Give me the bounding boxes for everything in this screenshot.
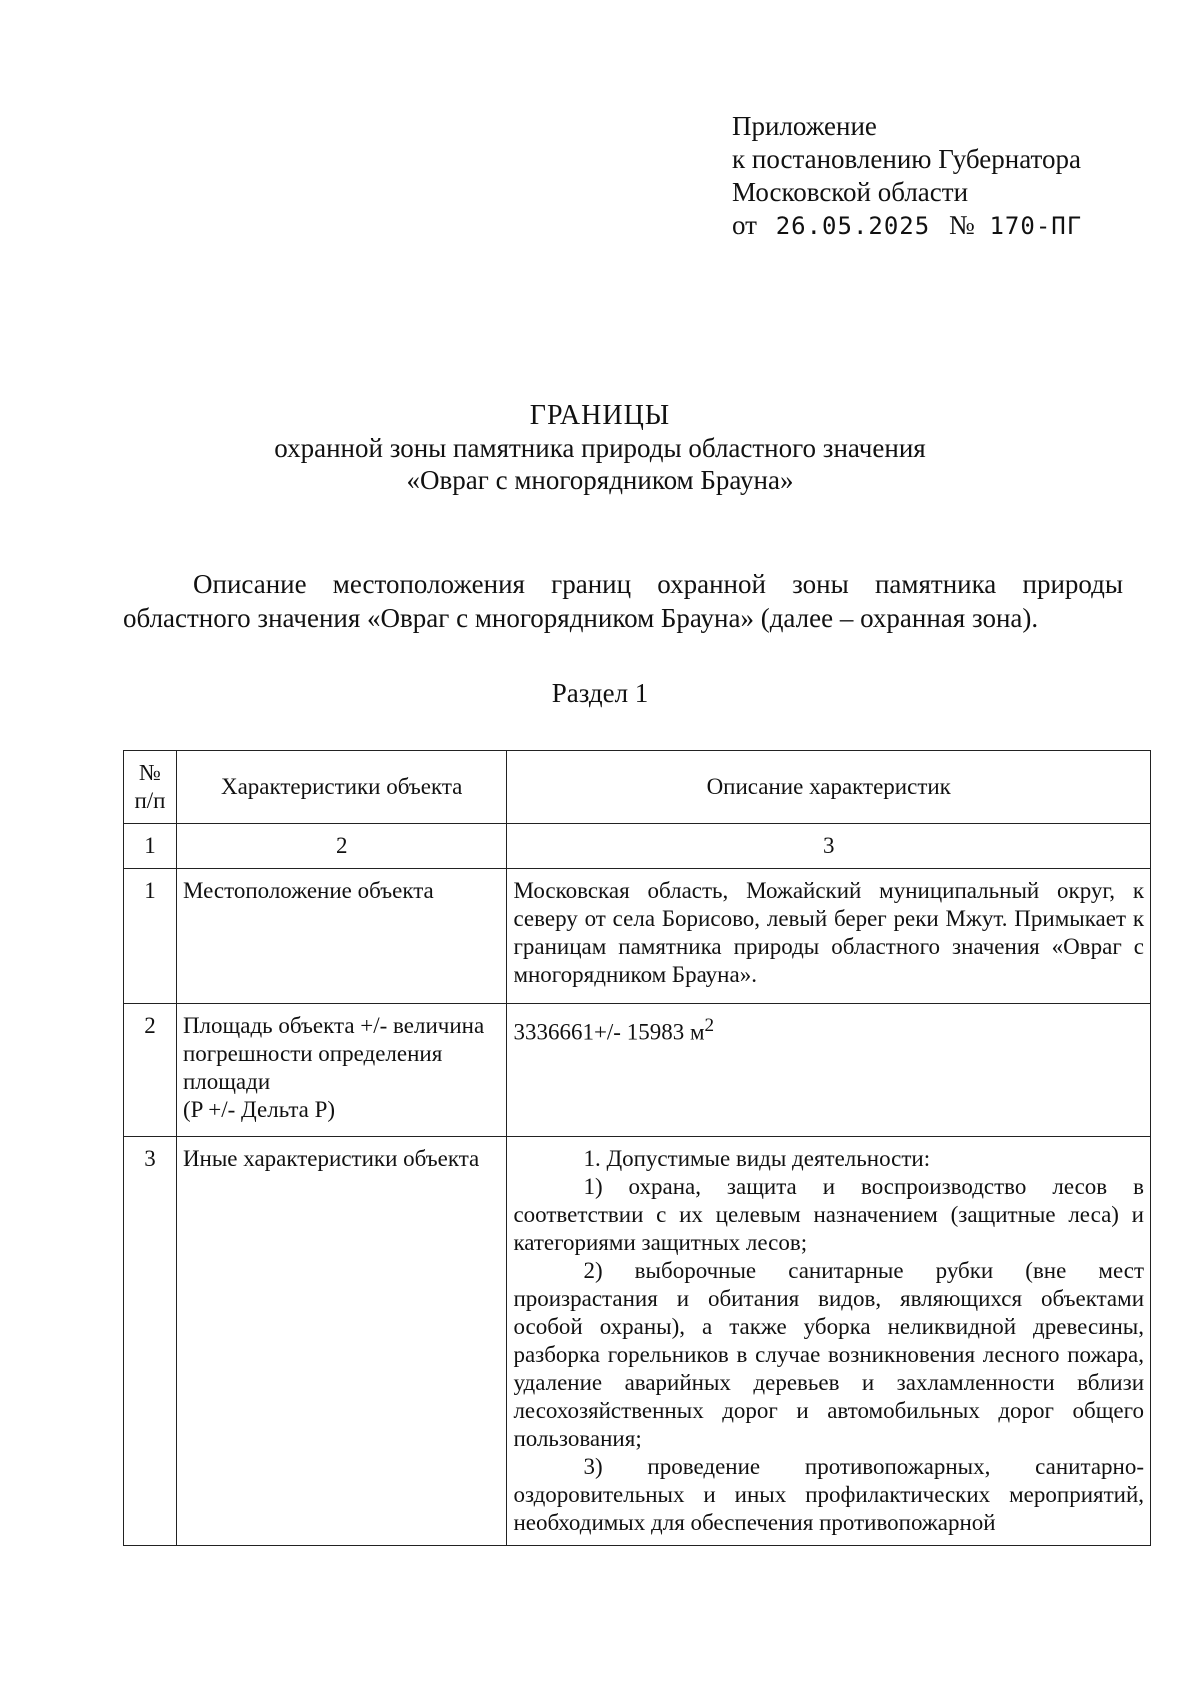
table-row	[124, 1137, 1151, 1546]
document-date: 26.05.2025	[775, 212, 931, 240]
appendix-block	[732, 110, 1082, 243]
row-name	[176, 1004, 507, 1137]
document-title: ГРАНИЦЫ	[529, 400, 671, 431]
characteristics-table	[123, 750, 1151, 1546]
document-subtitle-2: «Овраг с многорядником Брауна»	[406, 465, 794, 495]
row-name-line1: Площадь объекта +/- величина погрешности определения площади	[182, 1013, 485, 1094]
table-header-row	[124, 751, 1151, 824]
appendix-line-1: Приложение	[732, 111, 877, 141]
appendix-line-3: Московской области	[732, 177, 969, 207]
number-sign: №	[948, 210, 975, 240]
description-item: 1) охрана, защита и воспроизводство лесов в соответствии с их целевым назначением (защитные леса) и категориями защитных лесов;	[513, 1174, 1144, 1255]
header-description: Описание характеристик	[507, 751, 1151, 824]
row-name-line2: (P +/- Дельта P)	[182, 1097, 336, 1122]
table-index-row	[124, 824, 1151, 869]
description-item: 2) выборочные санитарные рубки (вне мест произрастания и обитания видов, являющихся объектами особой охраны), а также уборка неликвидной древесины, разборка горельников в случае возникновения лесного пожара, удаление аварийных деревьев и захламленности вблизи лесохозяйственных дорог и автомобильных дорог общего пользования;	[513, 1258, 1144, 1451]
header-num	[124, 751, 177, 824]
header-num-line2: п/п	[134, 788, 166, 813]
row-num: 1	[124, 869, 177, 1004]
header-num-line1: №	[138, 760, 161, 785]
appendix-date-line	[732, 209, 1082, 243]
row-name: Местоположение объекта	[176, 869, 507, 1004]
index-cell: 1	[124, 824, 177, 869]
area-value: 3336661+/- 15983 м	[513, 1019, 705, 1045]
description-item: 3) проведение противопожарных, санитарно-оздоровительных и иных профилактических мероприятий, необходимых для обеспечения противопожарной	[513, 1454, 1144, 1535]
description-item: 1. Допустимые виды деятельности:	[583, 1146, 931, 1171]
row-description	[507, 1137, 1151, 1546]
index-cell: 2	[176, 824, 507, 869]
area-unit-exponent: 2	[704, 1015, 715, 1036]
section-title: Раздел 1	[551, 678, 649, 708]
document-subtitle-1: охранной зоны памятника природы областного значения	[274, 433, 926, 463]
row-num: 2	[124, 1004, 177, 1137]
document-number: 170-ПГ	[989, 212, 1083, 240]
document-title-block	[0, 400, 1200, 496]
row-num: 3	[124, 1137, 177, 1546]
header-characteristics: Характеристики объекта	[176, 751, 507, 824]
row-description: Московская область, Можайский муниципальный округ, к северу от села Борисово, левый берег реки Мжут. Примыкает к границам памятника природы областного значения «Овраг с многорядником Брауна».	[507, 869, 1151, 1004]
intro-paragraph: Описание местоположения границ охранной зоны памятника природы областного значения «Овраг с многорядником Брауна» (далее – охранная зона).	[123, 569, 1123, 633]
from-label: от	[732, 210, 757, 240]
appendix-line-2: к постановлению Губернатора	[732, 144, 1081, 174]
index-cell: 3	[507, 824, 1151, 869]
table-row	[124, 869, 1151, 1004]
table-row	[124, 1004, 1151, 1137]
row-name: Иные характеристики объекта	[176, 1137, 507, 1546]
row-description	[507, 1004, 1151, 1137]
